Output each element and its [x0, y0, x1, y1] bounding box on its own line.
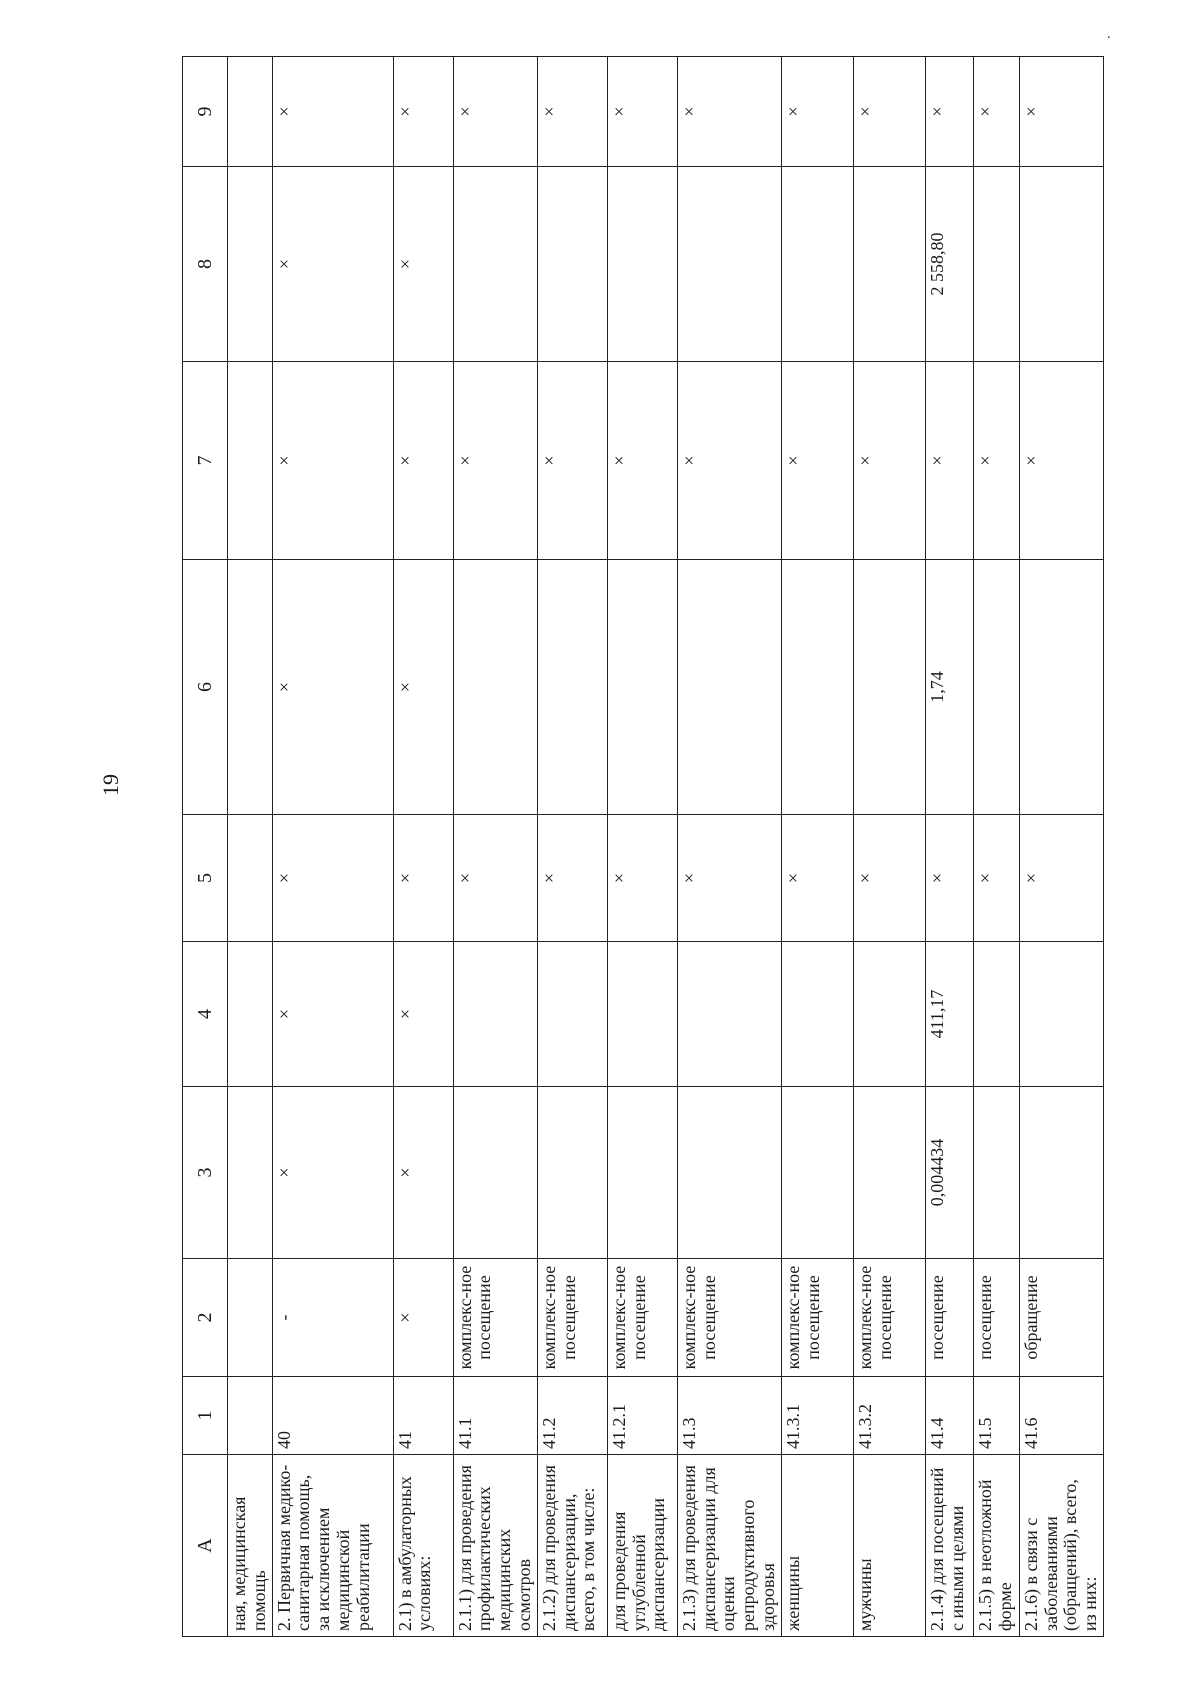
table-cell: × — [973, 57, 1019, 167]
scan-mark: . — [1107, 27, 1111, 42]
table-row — [781, 57, 853, 1637]
header-cell: 7 — [183, 362, 228, 560]
table-cell: × — [272, 362, 393, 560]
table-cell: × — [781, 362, 853, 560]
header-cell: 1 — [183, 1377, 228, 1455]
table-cell: × — [537, 815, 607, 942]
table-cell: × — [1019, 362, 1103, 560]
table-cell: посещение — [973, 1259, 1019, 1377]
table-row — [537, 57, 607, 1637]
continuation-text: ная, медицинская помощь — [228, 1455, 273, 1637]
row-code: 41.2 — [537, 1377, 607, 1455]
table-row — [272, 57, 393, 1637]
table-row — [925, 57, 973, 1637]
table-cell: × — [925, 362, 973, 560]
table-cell: × — [453, 57, 537, 167]
table-cell — [228, 1377, 273, 1455]
table-cell — [228, 560, 273, 815]
table-cell — [853, 942, 925, 1087]
row-code: 41.3.2 — [853, 1377, 925, 1455]
table-cell — [607, 942, 677, 1087]
header-cell: 2 — [183, 1259, 228, 1377]
row-code: 41.3 — [677, 1377, 781, 1455]
table-row — [393, 57, 453, 1637]
row-label: 2.1.5) в неотложной форме — [973, 1455, 1019, 1637]
table-cell: × — [393, 815, 453, 942]
row-code: 41.6 — [1019, 1377, 1103, 1455]
row-code: 41.1 — [453, 1377, 537, 1455]
tariff-table — [182, 56, 1104, 1637]
table-cell: × — [393, 560, 453, 815]
table-cell: 2 558,80 — [925, 167, 973, 362]
table-cell — [677, 560, 781, 815]
table-cell — [453, 167, 537, 362]
table-cell — [453, 1087, 537, 1259]
table-cell: комплекс-ное посещение — [607, 1259, 677, 1377]
table-cell: × — [1019, 57, 1103, 167]
table-cell: комплекс-ное посещение — [853, 1259, 925, 1377]
row-label: 2.1.1) для проведения профилактических медицинских осмотров — [453, 1455, 537, 1637]
table-cell — [973, 1087, 1019, 1259]
table-cell: 0,004434 — [925, 1087, 973, 1259]
table-cell: × — [925, 815, 973, 942]
row-code: 41 — [393, 1377, 453, 1455]
table-row — [853, 57, 925, 1637]
table-cell — [537, 167, 607, 362]
table-cell: комплекс-ное посещение — [537, 1259, 607, 1377]
table-cell — [973, 560, 1019, 815]
row-code: 41.3.1 — [781, 1377, 853, 1455]
table-cell — [453, 942, 537, 1087]
table-cell: × — [393, 942, 453, 1087]
table-cell: × — [677, 362, 781, 560]
header-row — [183, 57, 228, 1637]
row-label: мужчины — [853, 1455, 925, 1637]
table-cell — [973, 942, 1019, 1087]
table-cell — [1019, 1087, 1103, 1259]
row-label: 2.1.4) для посещений с иными целями — [925, 1455, 973, 1637]
row-code: 41.5 — [973, 1377, 1019, 1455]
row-label: 2.1) в амбулаторных условиях: — [393, 1455, 453, 1637]
table-cell: × — [393, 1087, 453, 1259]
table-cell — [1019, 560, 1103, 815]
row-code: 41.2.1 — [607, 1377, 677, 1455]
table-row — [607, 57, 677, 1637]
table-cell: × — [453, 362, 537, 560]
table-cell: × — [453, 815, 537, 942]
table-cell — [781, 942, 853, 1087]
page-number: 19 — [98, 774, 123, 796]
table-cell: обращение — [1019, 1259, 1103, 1377]
table-cell: × — [272, 560, 393, 815]
header-cell: 8 — [183, 167, 228, 362]
table-cell — [228, 1087, 273, 1259]
row-label: 2. Первичная медико-санитарная помощь, за исключением медицинской реабилитации — [272, 1455, 393, 1637]
table-cell: × — [393, 1259, 453, 1377]
table-cell — [537, 1087, 607, 1259]
table-cell: - — [272, 1259, 393, 1377]
header-cell: 6 — [183, 560, 228, 815]
table-cell: комплекс-ное посещение — [781, 1259, 853, 1377]
row-label: для проведения углубленной диспансеризации — [607, 1455, 677, 1637]
table-cell: × — [537, 362, 607, 560]
table-cell: × — [781, 57, 853, 167]
table-cell — [853, 167, 925, 362]
table-cell — [1019, 942, 1103, 1087]
row-label: женщины — [781, 1455, 853, 1637]
table-cell: × — [1019, 815, 1103, 942]
table-cell — [677, 942, 781, 1087]
table-cell — [973, 167, 1019, 362]
table-cell — [228, 815, 273, 942]
table-cell — [228, 362, 273, 560]
table-cell: × — [272, 815, 393, 942]
table-row — [1019, 57, 1103, 1637]
header-cell: 5 — [183, 815, 228, 942]
table-cell: × — [781, 815, 853, 942]
row-label: 2.1.2) для проведения диспансеризации, всего, в том числе: — [537, 1455, 607, 1637]
table-cell: × — [393, 57, 453, 167]
table-cell: 411,17 — [925, 942, 973, 1087]
header-cell: 9 — [183, 57, 228, 167]
table-row — [973, 57, 1019, 1637]
header-cell: А — [183, 1455, 228, 1637]
table-cell: × — [272, 167, 393, 362]
table-cell: посещение — [925, 1259, 973, 1377]
table-row — [677, 57, 781, 1637]
row-code: 41.4 — [925, 1377, 973, 1455]
header-cell: 3 — [183, 1087, 228, 1259]
table-cell — [1019, 167, 1103, 362]
table-cell — [781, 1087, 853, 1259]
rotated-table-container — [182, 57, 1101, 1637]
table-cell: × — [607, 57, 677, 167]
table-cell: комплекс-ное посещение — [677, 1259, 781, 1377]
table-body — [228, 57, 1104, 1637]
table-cell: × — [677, 57, 781, 167]
table-cell — [781, 560, 853, 815]
table-cell — [537, 942, 607, 1087]
table-cell — [607, 167, 677, 362]
table-cell: × — [853, 362, 925, 560]
row-label: 2.1.3) для проведения диспансеризации для оценки репродуктивного здоровья — [677, 1455, 781, 1637]
table-cell: × — [677, 815, 781, 942]
row-label: 2.1.6) в связи с заболеваниями (обращений), всего, из них: — [1019, 1455, 1103, 1637]
table-cell — [228, 167, 273, 362]
table-cell: × — [853, 57, 925, 167]
table-cell: × — [537, 57, 607, 167]
table-cell — [228, 942, 273, 1087]
table-cell: × — [853, 815, 925, 942]
table-cell: × — [925, 57, 973, 167]
table-cell — [453, 560, 537, 815]
table-cell: комплекс-ное посещение — [453, 1259, 537, 1377]
table-cell — [853, 560, 925, 815]
table-cell: × — [973, 815, 1019, 942]
table-cell — [537, 560, 607, 815]
row-code: 40 — [272, 1377, 393, 1455]
table-cell — [677, 167, 781, 362]
table-cell — [607, 1087, 677, 1259]
table-cell: × — [272, 1087, 393, 1259]
table-cell: × — [393, 167, 453, 362]
table-row — [453, 57, 537, 1637]
table-cell — [781, 167, 853, 362]
table-cell: × — [607, 815, 677, 942]
table-cell: × — [272, 57, 393, 167]
table-cell: × — [607, 362, 677, 560]
table-cell — [228, 57, 273, 167]
table-cell: 1,74 — [925, 560, 973, 815]
table-cell — [853, 1087, 925, 1259]
table-cell: × — [973, 362, 1019, 560]
table-cell: × — [272, 942, 393, 1087]
table-cell — [677, 1087, 781, 1259]
header-cell: 4 — [183, 942, 228, 1087]
continuation-row — [228, 57, 273, 1637]
table-cell — [607, 560, 677, 815]
table-cell — [228, 1259, 273, 1377]
table-cell: × — [393, 362, 453, 560]
